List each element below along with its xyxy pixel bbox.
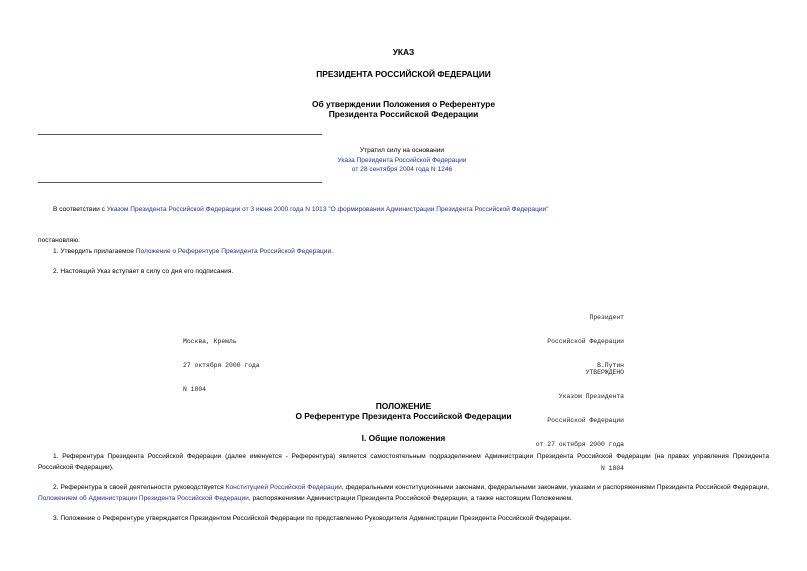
postanovlyayu: постановляю: xyxy=(38,237,81,244)
regulation-title: ПОЛОЖЕНИЕ xyxy=(375,401,432,411)
repeal-decree-link[interactable]: Указа Президента Российской Федерации xyxy=(337,156,467,164)
approval-by: Указом Президента xyxy=(558,393,624,400)
regulation-paragraph-3: 3. Положение о Референтуре утверждается Президентом Российской Федерации по представлению Руководителя Администрации Президента Российской Федерации. xyxy=(53,515,572,522)
decree-subject-line1: Об утверждении Положения о Референтуре xyxy=(311,99,496,109)
constitution-link[interactable]: Конституцией Российской Федерации xyxy=(225,484,342,491)
regulation-paragraph-1: 1. Референтура Президента Российской Федерации (далее именуется - Референтура) является самостоятельным подразделением Администрации Президента Российской Федерации (на правах управления Президента Российской Федерации). xyxy=(38,453,769,471)
approval-org: Российской Федерации xyxy=(547,417,624,424)
regulation-link[interactable]: Положение о Референтуре Президента Российской Федерации xyxy=(135,248,332,255)
paragraph-2-text-a: 2. Референтура в своей деятельности руководствуется xyxy=(53,484,226,491)
signature-name: В.Путин xyxy=(597,362,624,369)
date: 27 октября 2000 года xyxy=(183,362,260,369)
divider-top xyxy=(38,134,322,135)
preamble-decree-link[interactable]: Указом Президента Российской Федерации от 3 июня 2000 года N 1013 "О формировании Администрации Президента Российской Федерации" xyxy=(106,206,549,213)
section-heading: I. Общие положения xyxy=(361,433,446,443)
decree-issuer: ПРЕЗИДЕНТА РОССИЙСКОЙ ФЕДЕРАЦИИ xyxy=(316,69,491,79)
paragraph-2-text-b: , федеральными конституционными законами, федеральными законами, указами и распоряжениями Президента Российской Федерации, xyxy=(341,484,769,491)
place-date-block xyxy=(183,322,260,402)
regulation-subtitle: О Референтуре Президента Российской Федерации xyxy=(295,411,512,421)
paragraph-2-text-c: , распоряжениями Администрации Президента Российской Федерации, а также настоящим Положением. xyxy=(248,494,573,502)
status-note xyxy=(322,146,482,175)
preamble-text: В соответствии с xyxy=(53,206,107,213)
approval-number: N 1804 xyxy=(600,465,624,472)
decree-item-2: 2. Настоящий Указ вступает в силу со дня его подписания. xyxy=(53,268,234,275)
status-note-text: Утратил силу на основании xyxy=(359,147,445,154)
decree-item-1-end: . xyxy=(331,248,333,255)
administration-regulation-link[interactable]: Положением об Администрации Президента Российской Федерации xyxy=(38,494,249,502)
decree-subject-line2: Президента Российской Федерации xyxy=(328,109,479,119)
divider-bottom xyxy=(38,182,322,183)
decree-item-1 xyxy=(53,247,333,257)
approval-stamp: УТВЕРЖДЕНО xyxy=(585,369,624,376)
approval-date: от 27 октября 2000 года xyxy=(535,441,624,448)
place: Москва, Кремль xyxy=(183,338,237,345)
regulation-paragraph-2 xyxy=(38,483,769,504)
signature-title: Президент xyxy=(589,314,624,321)
decree-title: УКАЗ xyxy=(392,47,415,57)
decree-item-1-text: 1. Утвердить прилагаемое xyxy=(53,248,136,255)
signature-org: Российской Федерации xyxy=(547,338,624,345)
decree-number: N 1804 xyxy=(183,386,207,393)
repeal-decree-date-link[interactable]: от 28 сентября 2004 года N 1246 xyxy=(351,166,453,174)
preamble xyxy=(53,205,773,215)
